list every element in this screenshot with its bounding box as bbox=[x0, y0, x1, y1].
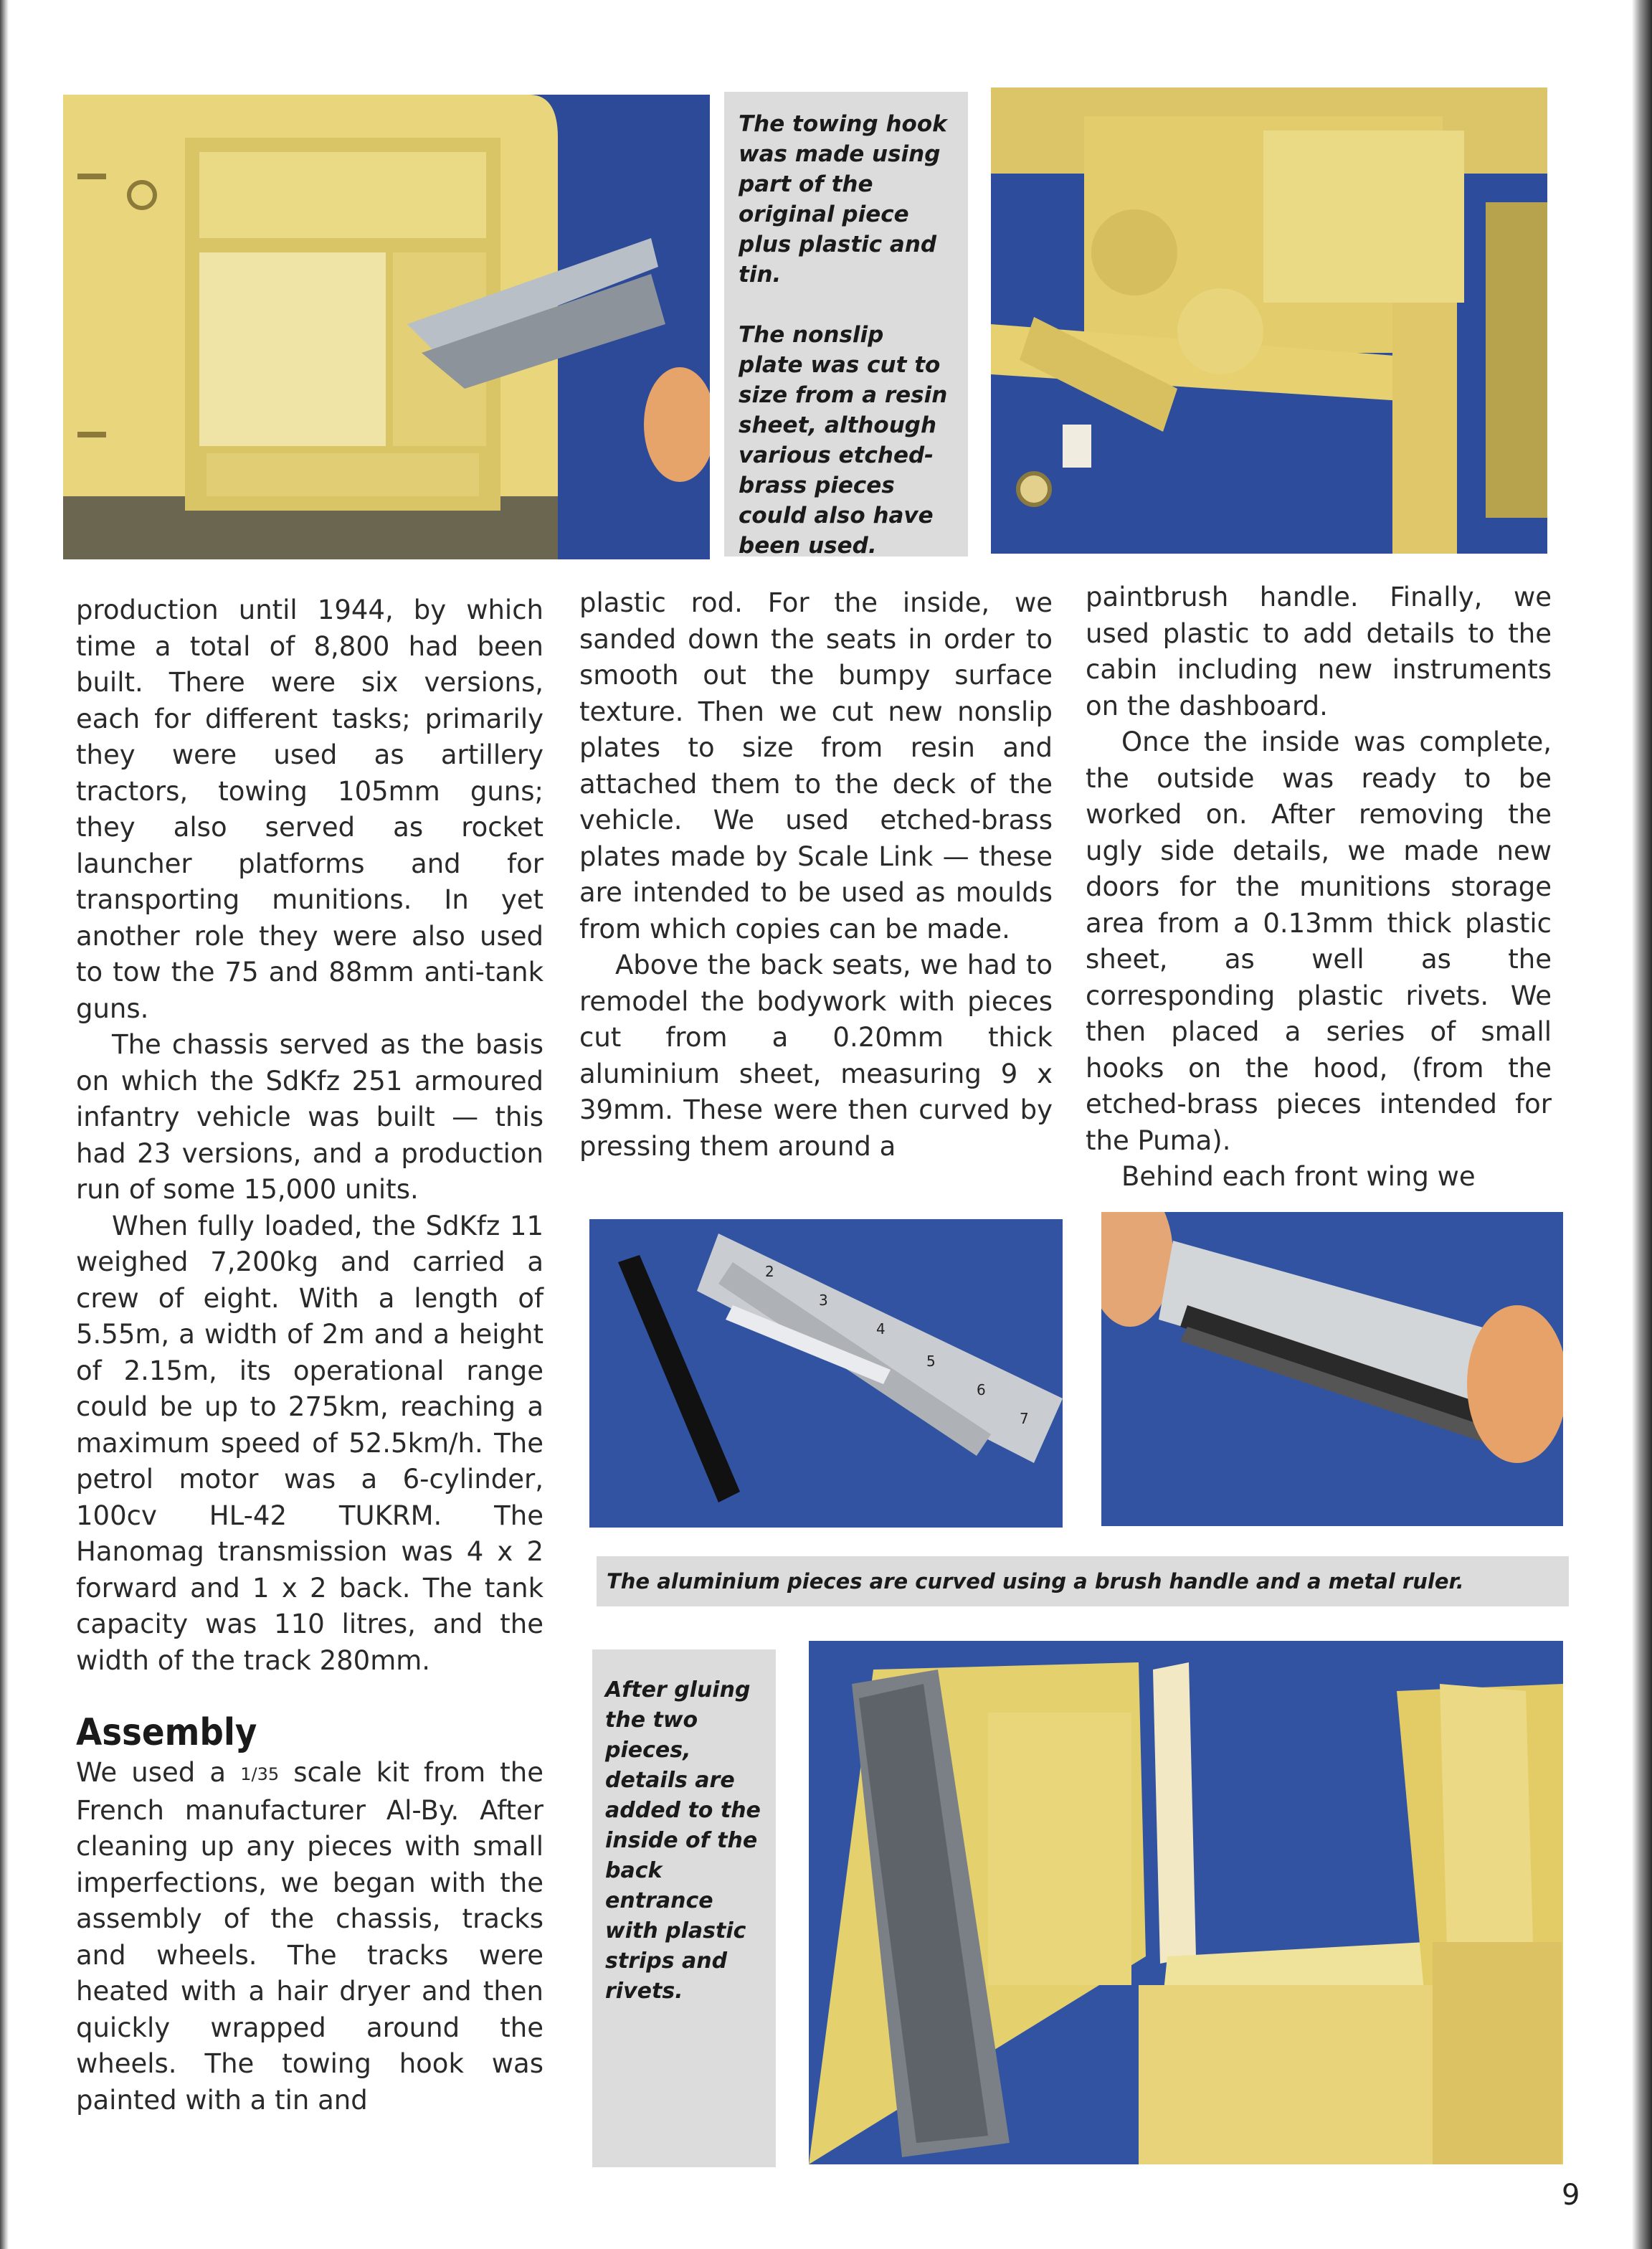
ruler-mark-3: 3 bbox=[819, 1292, 828, 1309]
col3-paragraph-1: paintbrush handle. Finally, we used plastic to add details to the cabin including new instruments on the dashboard. bbox=[1086, 582, 1552, 721]
ruler-mark-5: 5 bbox=[926, 1353, 936, 1370]
col2-paragraph-1: plastic rod. For the inside, we sanded down the seats in order to smooth out the bumpy surface texture. Then we cut new nonslip plates to size from resin and attached them to the deck of the vehicle. We used etched-brass plates made by Scale Link — these are intended to be used as moulds from which copies can be made. bbox=[579, 587, 1053, 944]
scale-fraction: 1/35 bbox=[240, 1764, 280, 1784]
col1-p4-start: We used a bbox=[76, 1757, 241, 1788]
col1-paragraph-4 bbox=[76, 1755, 543, 2118]
page-edge-left bbox=[0, 0, 9, 2249]
page-number: 9 bbox=[1562, 2179, 1580, 2212]
text-column-1 bbox=[76, 592, 543, 2118]
photo-back-entrance bbox=[809, 1641, 1563, 2164]
ruler-mark-7: 7 bbox=[1020, 1410, 1029, 1427]
col2-paragraph-2: Above the back seats, we had to remodel the bodywork with pieces cut from a 0.20mm thick aluminium sheet, measuring 9 x 39mm. These were then curved by pressing them around a bbox=[579, 950, 1053, 1162]
caption-aluminium-curving: The aluminium pieces are curved using a brush handle and a metal ruler. bbox=[597, 1556, 1569, 1606]
page-edge-right bbox=[1632, 0, 1652, 2249]
caption-towing-hook: The towing hook was made using part of the original piece plus plastic and tin. bbox=[739, 111, 947, 288]
caption-back-entrance-text: After gluing the two pieces, details are added to the inside of the back entrance with plastic strips and rivets. bbox=[605, 1677, 761, 2004]
photo-nonslip-plate bbox=[63, 95, 710, 559]
caption-towing-hook-nonslip bbox=[724, 92, 968, 557]
ruler-mark-2: 2 bbox=[765, 1263, 774, 1280]
col3-paragraph-2: Once the inside was complete, the outside was ready to be worked on. After removing the ugly side details, we made new doors for the munitions storage area from a 0.13mm thick plastic sheet, as well as the corresponding plastic rivets. We then placed a series of small hooks on the hood, (from the etched-brass pieces intended for the Puma). bbox=[1086, 726, 1552, 1156]
text-column-3 bbox=[1086, 579, 1552, 1195]
col1-paragraph-3: When fully loaded, the SdKfz 11 weighed 7,200kg and carried a crew of eight. With a length of 5.55m, a width of 2m and a height of 2.15m, its operational range could be up to 275km, reaching a maximum speed of 52.5km/h. The petrol motor was a 6-cylinder, 100cv HL-42 TUKRM. The Hanomag transmission was 4 x 2 forward and 1 x 2 back. The tank capacity was 110 litres, and the width of the track 280mm. bbox=[76, 1210, 543, 1676]
col3-paragraph-3: Behind each front wing we bbox=[1121, 1161, 1476, 1192]
ruler-mark-4: 4 bbox=[876, 1320, 886, 1337]
col1-p4-rest: scale kit from the French manufacturer Al-By. After cleaning up any pieces with small imperfections, we began with the assembly of the chassis, tracks and wheels. The tracks were heated with a hair dryer and then quickly wrapped around the wheels. The towing hook was painted with a tin and bbox=[76, 1757, 544, 2116]
text-column-2 bbox=[579, 585, 1053, 1165]
photo-ruler-brush bbox=[589, 1219, 1063, 1528]
caption-back-entrance bbox=[592, 1649, 776, 2167]
caption-nonslip-plate: The nonslip plate was cut to size from a resin sheet, although various etched-brass pieces could also have been used. bbox=[739, 322, 948, 559]
photo-curving-aluminium bbox=[1101, 1212, 1563, 1526]
col1-paragraph-1: production until 1944, by which time a total of 8,800 had been built. There were six versions, each for different tasks; primarily they were used as artillery tractors, towing 105mm guns; they also served as rocket launcher platforms and for transporting munitions. In yet another role they were also used to tow the 75 and 88mm anti-tank guns. bbox=[76, 595, 543, 1024]
ruler-mark-6: 6 bbox=[977, 1381, 986, 1398]
assembly-heading: Assembly bbox=[76, 1711, 257, 1754]
col1-paragraph-2: The chassis served as the basis on which the SdKfz 251 armoured infantry vehicle was built — this had 23 versions, and a production run of some 15,000 units. bbox=[76, 1029, 543, 1205]
photo-towing-hook bbox=[991, 87, 1547, 554]
